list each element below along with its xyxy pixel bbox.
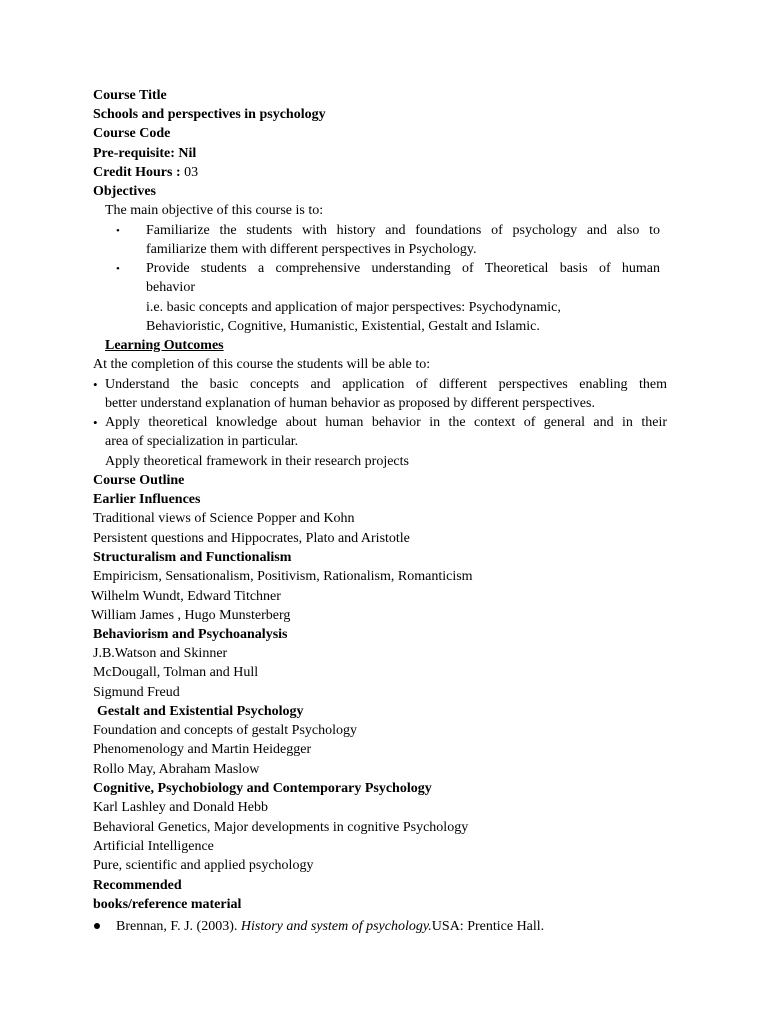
outline-item: Persistent questions and Hippocrates, Plato and Aristotle: [93, 531, 410, 546]
bullet-icon: •: [116, 225, 120, 237]
outline-section-title: Behaviorism and Psychoanalysis: [93, 627, 288, 642]
course-code-label: Course Code: [93, 126, 171, 141]
outline-item: McDougall, Tolman and Hull: [93, 665, 259, 680]
outline-item: Artificial Intelligence: [93, 839, 214, 854]
objective-1-line-1: Familiarize the students with history and foundations of psychology and also to: [146, 223, 660, 238]
credit-hours-label: Credit Hours :: [93, 165, 181, 180]
outline-section-title: Cognitive, Psychobiology and Contemporary Psychology: [93, 781, 432, 796]
objective-2-line-4: Behavioristic, Cognitive, Humanistic, Existential, Gestalt and Islamic.: [146, 319, 540, 334]
bullet-icon: •: [93, 415, 98, 430]
credit-hours: [93, 163, 668, 182]
bullet-icon: •: [93, 377, 98, 392]
course-title-label: Course Title: [93, 88, 167, 103]
outline-item: Foundation and concepts of gestalt Psychology: [93, 723, 358, 738]
outline-section-title: Earlier Influences: [93, 492, 201, 507]
reference-publisher: USA: Prentice Hall.: [431, 919, 545, 934]
course-outline-heading: Course Outline: [93, 473, 185, 488]
bullet-icon: •: [116, 263, 120, 275]
credit-hours-value: 03: [184, 165, 199, 180]
outline-item: J.B.Watson and Skinner: [93, 646, 228, 661]
outcome-2-line-1: Apply theoretical knowledge about human behavior in the context of general and in their: [105, 415, 667, 430]
reference-title: History and system of psychology.: [240, 919, 432, 934]
outline-item: William James , Hugo Munsterberg: [91, 608, 291, 623]
outline-item: Sigmund Freud: [93, 685, 180, 700]
outcome-3: Apply theoretical framework in their research projects: [105, 454, 409, 469]
references-heading-line-2: books/reference material: [93, 897, 242, 912]
outline-section-title: Structuralism and Functionalism: [93, 550, 292, 565]
references-heading-line-1: Recommended: [93, 878, 182, 893]
outline-item: Wilhelm Wundt, Edward Titchner: [91, 589, 281, 604]
outline-item: Traditional views of Science Popper and Kohn: [93, 511, 355, 526]
course-title: Schools and perspectives in psychology: [93, 107, 326, 122]
outline-item: Rollo May, Abraham Maslow: [93, 762, 260, 777]
outline-item: Phenomenology and Martin Heidegger: [93, 742, 312, 757]
outline-item: Empiricism, Sensationalism, Positivism, Rationalism, Romanticism: [93, 569, 473, 584]
reference-author: Brennan, F. J. (2003).: [116, 919, 241, 934]
learning-outcomes-intro: At the completion of this course the students will be able to:: [93, 357, 431, 372]
objective-2-line-2: behavior: [146, 280, 195, 295]
outline-section-title: Gestalt and Existential Psychology: [97, 704, 304, 719]
reference-item: [116, 917, 668, 936]
objectives-heading: Objectives: [93, 184, 156, 199]
outline-item: Karl Lashley and Donald Hebb: [93, 800, 268, 815]
outcome-2-line-2: area of specialization in particular.: [105, 434, 299, 449]
bullet-icon: [94, 923, 100, 929]
outline-item: Behavioral Genetics, Major developments in cognitive Psychology: [93, 820, 469, 835]
objective-1-line-2: familiarize them with different perspectives in Psychology.: [146, 242, 477, 257]
objective-2-line-3: i.e. basic concepts and application of major perspectives: Psychodynamic,: [146, 300, 561, 315]
learning-outcomes-heading: Learning Outcomes: [105, 338, 224, 353]
outline-item: Pure, scientific and applied psychology: [93, 858, 314, 873]
outcome-1-line-1: Understand the basic concepts and application of different perspectives enabling them: [105, 377, 667, 392]
outcome-1-line-2: better understand explanation of human behavior as proposed by different perspectives.: [105, 396, 595, 411]
prerequisite: Pre-requisite: Nil: [93, 146, 197, 161]
objectives-intro: The main objective of this course is to:: [105, 203, 324, 218]
objective-2-line-1: Provide students a comprehensive understanding of Theoretical basis of human: [146, 261, 660, 276]
